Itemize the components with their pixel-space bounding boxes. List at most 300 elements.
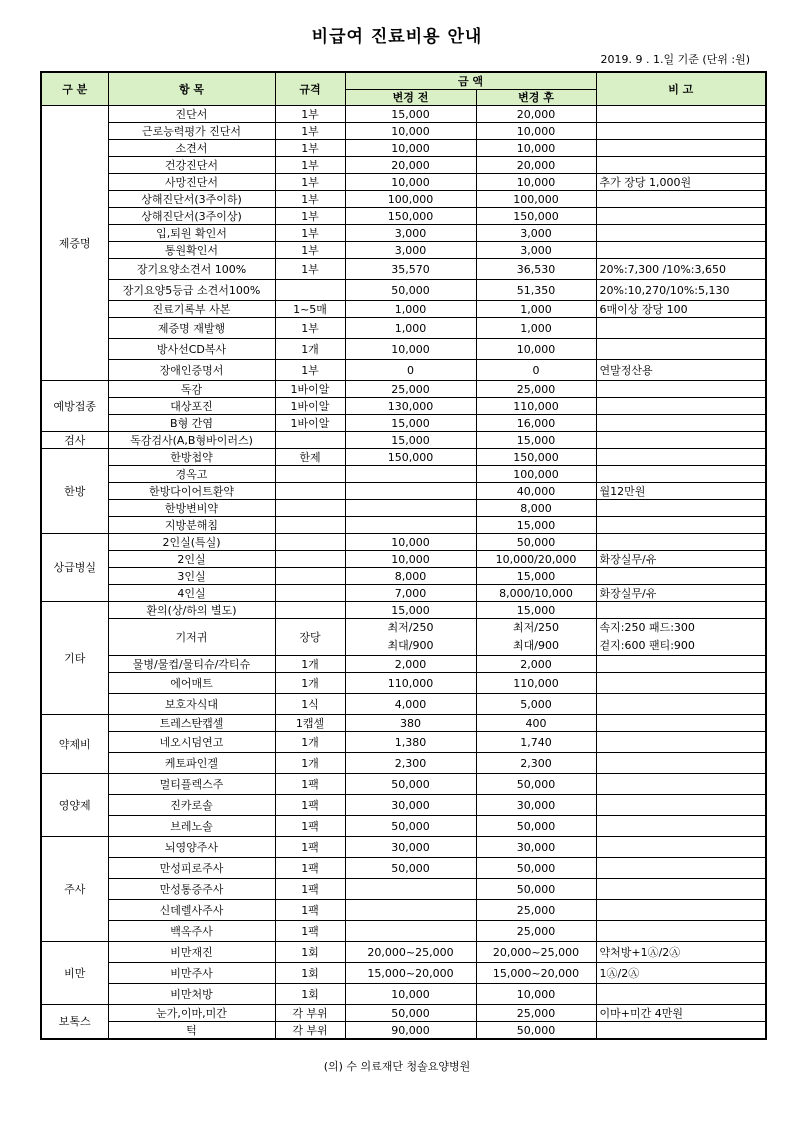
table-row bbox=[41, 174, 766, 191]
price-after-cell: 15,000~20,000 bbox=[476, 963, 596, 984]
item-cell: 한방다이어트환약 bbox=[108, 483, 275, 500]
category-cell: 한방 bbox=[41, 449, 108, 534]
note-cell: 추가 장당 1,000원 bbox=[596, 174, 766, 191]
note-cell bbox=[596, 242, 766, 259]
item-cell: 독감 bbox=[108, 381, 275, 398]
category-cell: 비만 bbox=[41, 942, 108, 1005]
price-after-cell: 10,000 bbox=[476, 123, 596, 140]
price-before-cell: 10,000 bbox=[345, 551, 476, 568]
table-row bbox=[41, 517, 766, 534]
price-before-cell: 10,000 bbox=[345, 140, 476, 157]
table-row bbox=[41, 732, 766, 753]
item-cell: 눈가,이마,미간 bbox=[108, 1005, 275, 1022]
fee-table bbox=[40, 71, 767, 1040]
table-row bbox=[41, 157, 766, 174]
price-before-cell: 380 bbox=[345, 715, 476, 732]
table-row bbox=[41, 106, 766, 123]
item-cell: 한방첩약 bbox=[108, 449, 275, 466]
price-before-cell: 150,000 bbox=[345, 208, 476, 225]
category-cell: 주사 bbox=[41, 837, 108, 942]
unit-cell: 1부 bbox=[275, 157, 345, 174]
category-cell: 검사 bbox=[41, 432, 108, 449]
unit-cell bbox=[275, 483, 345, 500]
price-before-cell: 15,000 bbox=[345, 415, 476, 432]
price-after-cell: 2,300 bbox=[476, 753, 596, 774]
unit-cell: 1팩 bbox=[275, 795, 345, 816]
unit-cell: 1팩 bbox=[275, 774, 345, 795]
price-after-cell: 1,000 bbox=[476, 301, 596, 318]
table-row bbox=[41, 551, 766, 568]
item-cell: 장애인증명서 bbox=[108, 360, 275, 381]
unit-cell: 1개 bbox=[275, 339, 345, 360]
unit-cell bbox=[275, 517, 345, 534]
item-cell: 2인실(특실) bbox=[108, 534, 275, 551]
unit-cell: 1부 bbox=[275, 174, 345, 191]
header-amount: 금 액 bbox=[345, 72, 596, 90]
item-cell: 제증명 재발행 bbox=[108, 318, 275, 339]
category-cell: 보톡스 bbox=[41, 1005, 108, 1040]
table-row bbox=[41, 963, 766, 984]
item-cell: 한방변비약 bbox=[108, 500, 275, 517]
table-row bbox=[41, 432, 766, 449]
unit-cell: 1캡셀 bbox=[275, 715, 345, 732]
note-cell: 이마+미간 4만원 bbox=[596, 1005, 766, 1022]
price-before-cell bbox=[345, 500, 476, 517]
unit-cell: 1부 bbox=[275, 106, 345, 123]
item-cell: 소견서 bbox=[108, 140, 275, 157]
note-cell: 연말정산용 bbox=[596, 360, 766, 381]
table-row bbox=[41, 1005, 766, 1022]
note-cell bbox=[596, 795, 766, 816]
unit-cell: 1바이알 bbox=[275, 415, 345, 432]
table-row bbox=[41, 879, 766, 900]
note-cell: 20%:7,300 /10%:3,650 bbox=[596, 259, 766, 280]
price-before-cell: 100,000 bbox=[345, 191, 476, 208]
item-cell: 입,퇴원 확인서 bbox=[108, 225, 275, 242]
note-cell bbox=[596, 157, 766, 174]
table-header bbox=[41, 72, 766, 106]
price-after-cell: 40,000 bbox=[476, 483, 596, 500]
note-cell bbox=[596, 415, 766, 432]
item-cell: 상해진단서(3주이상) bbox=[108, 208, 275, 225]
category-cell: 약제비 bbox=[41, 715, 108, 774]
price-before-cell: 90,000 bbox=[345, 1022, 476, 1040]
price-before-cell: 20,000~25,000 bbox=[345, 942, 476, 963]
unit-cell: 1회 bbox=[275, 963, 345, 984]
price-after-cell: 25,000 bbox=[476, 1005, 596, 1022]
price-before-cell bbox=[345, 879, 476, 900]
table-row bbox=[41, 225, 766, 242]
price-after-cell: 50,000 bbox=[476, 534, 596, 551]
price-after-cell: 3,000 bbox=[476, 242, 596, 259]
note-cell bbox=[596, 715, 766, 732]
unit-cell bbox=[275, 466, 345, 483]
note-cell bbox=[596, 619, 766, 656]
unit-cell: 1회 bbox=[275, 984, 345, 1005]
table-row bbox=[41, 466, 766, 483]
item-cell: 상해진단서(3주이하) bbox=[108, 191, 275, 208]
table-row bbox=[41, 984, 766, 1005]
table-row bbox=[41, 534, 766, 551]
price-before-cell: 150,000 bbox=[345, 449, 476, 466]
price-before-cell: 10,000 bbox=[345, 984, 476, 1005]
price-before-cell bbox=[345, 921, 476, 942]
item-cell: 건강진단서 bbox=[108, 157, 275, 174]
table-row bbox=[41, 602, 766, 619]
note-cell: 1Ⓐ/2Ⓐ bbox=[596, 963, 766, 984]
unit-cell: 각 부위 bbox=[275, 1005, 345, 1022]
note-cell bbox=[596, 123, 766, 140]
item-cell: 대상포진 bbox=[108, 398, 275, 415]
note-cell: 화장실무/유 bbox=[596, 551, 766, 568]
unit-cell bbox=[275, 432, 345, 449]
price-before-cell: 0 bbox=[345, 360, 476, 381]
table-row bbox=[41, 753, 766, 774]
table-row bbox=[41, 585, 766, 602]
table-row bbox=[41, 715, 766, 732]
note-cell bbox=[596, 140, 766, 157]
price-before-cell: 35,570 bbox=[345, 259, 476, 280]
price-after-cell: 400 bbox=[476, 715, 596, 732]
price-after-cell: 16,000 bbox=[476, 415, 596, 432]
price-before-cell: 50,000 bbox=[345, 1005, 476, 1022]
unit-cell: 1팩 bbox=[275, 921, 345, 942]
item-cell: 2인실 bbox=[108, 551, 275, 568]
unit-cell: 1부 bbox=[275, 123, 345, 140]
price-before-cell: 2,300 bbox=[345, 753, 476, 774]
item-cell: 진카로솔 bbox=[108, 795, 275, 816]
table-row bbox=[41, 208, 766, 225]
item-cell: 네오시덤연고 bbox=[108, 732, 275, 753]
note-cell bbox=[596, 517, 766, 534]
unit-cell: 1부 bbox=[275, 259, 345, 280]
unit-cell: 1개 bbox=[275, 673, 345, 694]
note-cell bbox=[596, 208, 766, 225]
item-cell: 환의(상/하의 별도) bbox=[108, 602, 275, 619]
unit-cell: 각 부위 bbox=[275, 1022, 345, 1040]
note-cell bbox=[596, 984, 766, 1005]
note-cell bbox=[596, 673, 766, 694]
table-body bbox=[41, 106, 766, 1040]
note-cell bbox=[596, 837, 766, 858]
header-note: 비 고 bbox=[596, 72, 766, 106]
table-row bbox=[41, 837, 766, 858]
item-cell: 보호자식대 bbox=[108, 694, 275, 715]
price-after-cell: 0 bbox=[476, 360, 596, 381]
price-before-cell: 110,000 bbox=[345, 673, 476, 694]
item-cell: 근로능력평가 진단서 bbox=[108, 123, 275, 140]
price-after-cell: 15,000 bbox=[476, 568, 596, 585]
note-cell bbox=[596, 534, 766, 551]
note-cell bbox=[596, 568, 766, 585]
note-cell: 20%:10,270/10%:5,130 bbox=[596, 280, 766, 301]
price-before-cell: 10,000 bbox=[345, 534, 476, 551]
item-cell: 비만주사 bbox=[108, 963, 275, 984]
item-cell: 독감검사(A,B형바이러스) bbox=[108, 432, 275, 449]
unit-cell: 1부 bbox=[275, 191, 345, 208]
price-after-cell-line2: 최대/900 bbox=[513, 639, 559, 652]
price-after-cell: 51,350 bbox=[476, 280, 596, 301]
table-row bbox=[41, 795, 766, 816]
price-after-cell: 110,000 bbox=[476, 673, 596, 694]
item-cell: 3인실 bbox=[108, 568, 275, 585]
note-cell bbox=[596, 694, 766, 715]
price-before-cell bbox=[345, 900, 476, 921]
table-row bbox=[41, 318, 766, 339]
item-cell: 통원확인서 bbox=[108, 242, 275, 259]
price-before-cell: 10,000 bbox=[345, 174, 476, 191]
page-title: 비급여 진료비용 안내 bbox=[311, 27, 483, 47]
header-after: 변경 후 bbox=[476, 90, 596, 106]
note-cell bbox=[596, 398, 766, 415]
item-cell: 신데렐사주사 bbox=[108, 900, 275, 921]
price-after-cell: 10,000 bbox=[476, 339, 596, 360]
price-before-cell: 30,000 bbox=[345, 837, 476, 858]
item-cell: 사망진단서 bbox=[108, 174, 275, 191]
price-after-cell: 50,000 bbox=[476, 816, 596, 837]
note-cell bbox=[596, 816, 766, 837]
price-before-cell: 15,000 bbox=[345, 602, 476, 619]
note-cell bbox=[596, 191, 766, 208]
unit-cell: 1부 bbox=[275, 242, 345, 259]
table-row bbox=[41, 774, 766, 795]
price-after-cell: 30,000 bbox=[476, 837, 596, 858]
unit-cell: 장당 bbox=[275, 619, 345, 656]
price-before-cell: 30,000 bbox=[345, 795, 476, 816]
item-cell: 진단서 bbox=[108, 106, 275, 123]
note-cell-line2: 겉지:600 팬티:900 bbox=[599, 639, 695, 652]
item-cell: 경옥고 bbox=[108, 466, 275, 483]
price-after-cell: 25,000 bbox=[476, 921, 596, 942]
table-row bbox=[41, 942, 766, 963]
price-after-cell: 150,000 bbox=[476, 208, 596, 225]
item-cell: 만성피로주사 bbox=[108, 858, 275, 879]
unit-cell bbox=[275, 534, 345, 551]
note-cell bbox=[596, 732, 766, 753]
price-after-cell: 20,000 bbox=[476, 106, 596, 123]
price-after-cell: 25,000 bbox=[476, 381, 596, 398]
item-cell: 케토파인겔 bbox=[108, 753, 275, 774]
table-row bbox=[41, 242, 766, 259]
table-row bbox=[41, 500, 766, 517]
price-after-cell: 30,000 bbox=[476, 795, 596, 816]
price-before-cell: 3,000 bbox=[345, 225, 476, 242]
note-cell bbox=[596, 921, 766, 942]
item-cell: 진료기록부 사본 bbox=[108, 301, 275, 318]
unit-cell: 1식 bbox=[275, 694, 345, 715]
price-after-cell: 1,000 bbox=[476, 318, 596, 339]
unit-cell: 한제 bbox=[275, 449, 345, 466]
note-cell: 월12만원 bbox=[596, 483, 766, 500]
price-before-cell: 8,000 bbox=[345, 568, 476, 585]
item-cell: 브레노솔 bbox=[108, 816, 275, 837]
price-after-cell: 50,000 bbox=[476, 858, 596, 879]
note-cell: 화장실무/유 bbox=[596, 585, 766, 602]
item-cell: 만성통증주사 bbox=[108, 879, 275, 900]
note-cell bbox=[596, 318, 766, 339]
price-before-cell bbox=[345, 517, 476, 534]
note-cell bbox=[596, 106, 766, 123]
price-after-cell: 15,000 bbox=[476, 517, 596, 534]
price-before-cell: 50,000 bbox=[345, 858, 476, 879]
price-after-cell: 2,000 bbox=[476, 656, 596, 673]
table-row bbox=[41, 140, 766, 157]
note-cell bbox=[596, 449, 766, 466]
item-cell: 4인실 bbox=[108, 585, 275, 602]
price-before-cell: 1,380 bbox=[345, 732, 476, 753]
table-row bbox=[41, 280, 766, 301]
unit-cell: 1팩 bbox=[275, 900, 345, 921]
unit-cell: 1부 bbox=[275, 140, 345, 157]
price-after-cell: 10,000 bbox=[476, 140, 596, 157]
price-after-cell: 50,000 bbox=[476, 1022, 596, 1040]
unit-cell: 1팩 bbox=[275, 858, 345, 879]
unit-cell: 1개 bbox=[275, 732, 345, 753]
item-cell: 멀티플렉스주 bbox=[108, 774, 275, 795]
price-after-cell: 10,000 bbox=[476, 174, 596, 191]
price-after-cell: 15,000 bbox=[476, 432, 596, 449]
note-cell-line1: 속지:250 패드:300 bbox=[599, 621, 695, 634]
item-cell: 뇌영양주사 bbox=[108, 837, 275, 858]
table-row bbox=[41, 483, 766, 500]
price-before-cell: 3,000 bbox=[345, 242, 476, 259]
price-before-cell-line1: 최저/250 bbox=[387, 621, 434, 634]
price-after-cell: 100,000 bbox=[476, 191, 596, 208]
note-cell: 6매이상 장당 100 bbox=[596, 301, 766, 318]
note-cell bbox=[596, 774, 766, 795]
unit-cell: 1부 bbox=[275, 208, 345, 225]
item-cell: 턱 bbox=[108, 1022, 275, 1040]
note-cell bbox=[596, 466, 766, 483]
unit-cell: 1바이알 bbox=[275, 381, 345, 398]
note-cell bbox=[596, 656, 766, 673]
unit-cell: 1~5매 bbox=[275, 301, 345, 318]
price-before-cell: 15,000~20,000 bbox=[345, 963, 476, 984]
header-item: 항 목 bbox=[108, 72, 275, 106]
table-row bbox=[41, 816, 766, 837]
price-before-cell: 15,000 bbox=[345, 106, 476, 123]
note-cell: 약처방+1Ⓐ/2Ⓐ bbox=[596, 942, 766, 963]
item-cell: 비만처방 bbox=[108, 984, 275, 1005]
table-row bbox=[41, 900, 766, 921]
item-cell: 지방분해침 bbox=[108, 517, 275, 534]
table-row bbox=[41, 339, 766, 360]
price-before-cell bbox=[345, 466, 476, 483]
table-row bbox=[41, 449, 766, 466]
table-row bbox=[41, 673, 766, 694]
note-cell bbox=[596, 1022, 766, 1040]
price-after-cell: 15,000 bbox=[476, 602, 596, 619]
price-after-cell: 50,000 bbox=[476, 879, 596, 900]
unit-cell: 1회 bbox=[275, 942, 345, 963]
unit-cell: 1개 bbox=[275, 753, 345, 774]
price-before-cell: 15,000 bbox=[345, 432, 476, 449]
category-cell: 영양제 bbox=[41, 774, 108, 837]
unit-cell: 1개 bbox=[275, 656, 345, 673]
unit-cell bbox=[275, 585, 345, 602]
table-row bbox=[41, 656, 766, 673]
unit-cell bbox=[275, 280, 345, 301]
category-cell: 예방접종 bbox=[41, 381, 108, 432]
price-before-cell: 10,000 bbox=[345, 123, 476, 140]
price-before-cell: 1,000 bbox=[345, 318, 476, 339]
price-after-cell: 5,000 bbox=[476, 694, 596, 715]
hospital-name: (의) 수 의료재단 청솔요양병원 bbox=[323, 1060, 471, 1073]
table-row bbox=[41, 858, 766, 879]
note-cell bbox=[596, 381, 766, 398]
item-cell: 백옥주사 bbox=[108, 921, 275, 942]
note-cell bbox=[596, 753, 766, 774]
price-after-cell: 150,000 bbox=[476, 449, 596, 466]
price-after-cell: 10,000 bbox=[476, 984, 596, 1005]
table-row bbox=[41, 123, 766, 140]
table-row bbox=[41, 568, 766, 585]
price-after-cell: 8,000/10,000 bbox=[476, 585, 596, 602]
table-row bbox=[41, 301, 766, 318]
price-before-cell bbox=[345, 619, 476, 656]
table-row bbox=[41, 360, 766, 381]
price-after-cell: 10,000/20,000 bbox=[476, 551, 596, 568]
price-after-cell: 36,530 bbox=[476, 259, 596, 280]
unit-cell bbox=[275, 500, 345, 517]
note-cell bbox=[596, 432, 766, 449]
table-row bbox=[41, 1022, 766, 1040]
price-after-cell: 100,000 bbox=[476, 466, 596, 483]
unit-cell: 1부 bbox=[275, 360, 345, 381]
price-before-cell-line2: 최대/900 bbox=[387, 639, 434, 652]
price-after-cell: 8,000 bbox=[476, 500, 596, 517]
price-before-cell: 50,000 bbox=[345, 816, 476, 837]
category-cell: 기타 bbox=[41, 602, 108, 715]
header-category: 구 분 bbox=[41, 72, 108, 106]
unit-cell bbox=[275, 568, 345, 585]
category-cell: 상급병실 bbox=[41, 534, 108, 602]
item-cell: 장기요양5등급 소견서100% bbox=[108, 280, 275, 301]
item-cell: 기저귀 bbox=[108, 619, 275, 656]
price-before-cell: 25,000 bbox=[345, 381, 476, 398]
unit-cell: 1팩 bbox=[275, 879, 345, 900]
header-before: 변경 전 bbox=[345, 90, 476, 106]
item-cell: 트레스탄캡셀 bbox=[108, 715, 275, 732]
note-cell bbox=[596, 225, 766, 242]
price-after-cell: 50,000 bbox=[476, 774, 596, 795]
price-before-cell bbox=[345, 483, 476, 500]
item-cell: B형 간염 bbox=[108, 415, 275, 432]
price-after-cell: 20,000 bbox=[476, 157, 596, 174]
unit-cell bbox=[275, 602, 345, 619]
unit-cell: 1부 bbox=[275, 318, 345, 339]
price-before-cell: 2,000 bbox=[345, 656, 476, 673]
header-unit: 규격 bbox=[275, 72, 345, 106]
unit-cell: 1팩 bbox=[275, 837, 345, 858]
table-row bbox=[41, 191, 766, 208]
price-after-cell: 110,000 bbox=[476, 398, 596, 415]
basis-date: 2019. 9 . 1.일 기준 (단위 :원) bbox=[600, 53, 750, 66]
price-before-cell: 130,000 bbox=[345, 398, 476, 415]
note-cell bbox=[596, 858, 766, 879]
note-cell bbox=[596, 900, 766, 921]
price-before-cell: 7,000 bbox=[345, 585, 476, 602]
table-row bbox=[41, 381, 766, 398]
table-row bbox=[41, 694, 766, 715]
unit-cell: 1바이알 bbox=[275, 398, 345, 415]
price-after-cell bbox=[476, 619, 596, 656]
unit-cell: 1부 bbox=[275, 225, 345, 242]
price-before-cell: 50,000 bbox=[345, 774, 476, 795]
item-cell: 장기요양소견서 100% bbox=[108, 259, 275, 280]
table-row bbox=[41, 619, 766, 656]
category-cell: 제증명 bbox=[41, 106, 108, 381]
